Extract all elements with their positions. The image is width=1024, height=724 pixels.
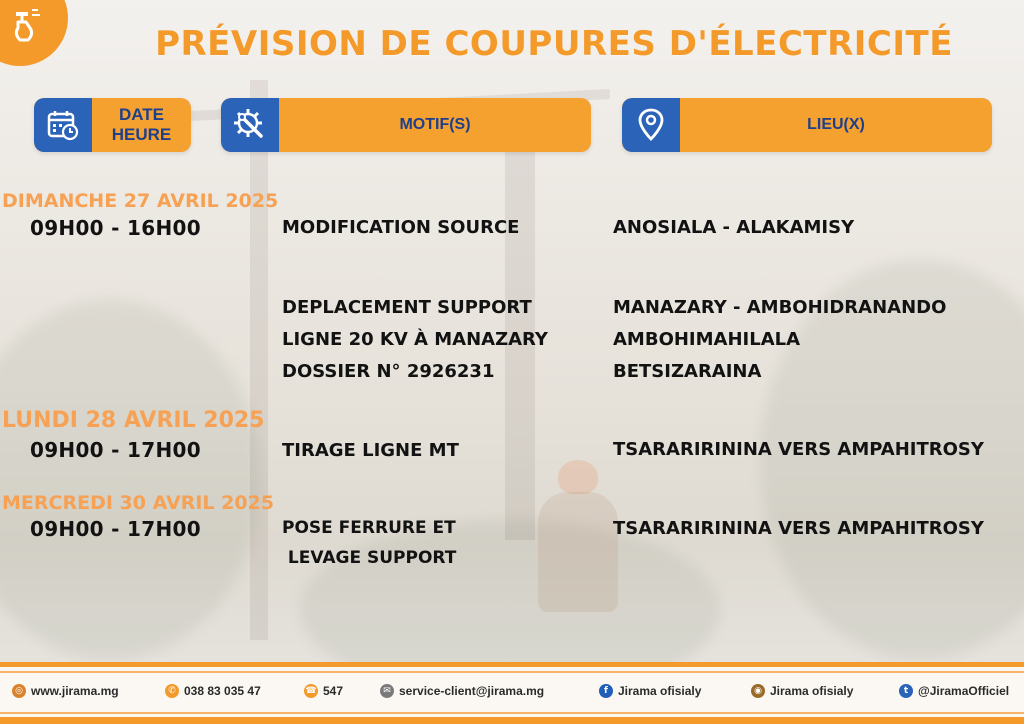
header-date-time xyxy=(34,98,191,152)
motif-text xyxy=(282,435,459,467)
motif-line: LEVAGE SUPPORT xyxy=(282,548,457,568)
day-label: LUNDI 28 AVRIL 2025 xyxy=(2,408,265,433)
lieu-line: ANOSIALA - ALAKAMISY xyxy=(613,217,855,238)
day-label: MERCREDI 30 AVRIL 2025 xyxy=(2,492,275,514)
footer-phone[interactable] xyxy=(165,684,261,698)
facebook-icon: f xyxy=(599,684,613,698)
motif-line: DOSSIER N° 2926231 xyxy=(282,361,495,382)
footer-short-number-text: 547 xyxy=(323,684,344,698)
page-title: PRÉVISION DE COUPURES D'ÉLECTRICITÉ xyxy=(155,24,953,64)
gear-wrench-icon xyxy=(221,98,279,152)
lieu-line: AMBOHIMAHILALA xyxy=(613,329,801,350)
motif-line: MODIFICATION SOURCE xyxy=(282,217,520,238)
header-motif xyxy=(221,98,591,152)
footer-website[interactable] xyxy=(12,684,119,698)
footer-instagram[interactable] xyxy=(751,684,853,698)
footer-phone-text: 038 83 035 47 xyxy=(184,684,261,698)
header-date-line2: HEURE xyxy=(111,125,172,144)
instagram-icon: ◉ xyxy=(751,684,765,698)
lieu-text xyxy=(613,513,984,545)
footer-website-text: www.jirama.mg xyxy=(31,684,119,698)
lieu-text xyxy=(613,292,946,388)
calendar-clock-icon xyxy=(34,98,92,152)
lieu-line: MANAZARY - AMBOHIDRANANDO xyxy=(613,297,947,318)
headset-icon: ☎ xyxy=(305,686,317,696)
lieu-line: BETSIZARAINA xyxy=(613,361,762,382)
header-lieu-label: LIEU(X) xyxy=(807,116,865,133)
location-pin-icon xyxy=(622,98,680,152)
motif-text xyxy=(282,292,548,388)
footer-facebook[interactable] xyxy=(599,684,701,698)
header-motif-label: MOTIF(S) xyxy=(399,116,471,133)
footer-twitter-text: @JiramaOfficiel xyxy=(918,684,1010,698)
twitter-icon: t xyxy=(899,684,913,698)
header-date-line1: DATE xyxy=(118,105,164,124)
motif-text xyxy=(282,513,456,573)
lieu-text xyxy=(613,212,854,244)
time-range: 09H00 - 17H00 xyxy=(30,517,201,541)
time-range: 09H00 - 17H00 xyxy=(30,438,201,462)
day-label: DIMANCHE 27 AVRIL 2025 xyxy=(2,190,279,212)
globe-icon: ◎ xyxy=(12,684,26,698)
footer-facebook-text: Jirama ofisialy xyxy=(618,684,702,698)
footer-short-number[interactable] xyxy=(304,684,343,698)
footer-email[interactable] xyxy=(380,684,544,698)
footer-contact-bar xyxy=(0,662,1024,724)
header-lieu xyxy=(622,98,992,152)
motif-text xyxy=(282,212,519,244)
footer-instagram-text: Jirama ofisialy xyxy=(770,684,854,698)
header-date-label xyxy=(92,98,191,152)
motif-line: TIRAGE LIGNE MT xyxy=(282,440,459,461)
lieu-line: TSARARIRININA VERS AMPAHITROSY xyxy=(613,439,984,460)
lieu-line: TSARARIRININA VERS AMPAHITROSY xyxy=(613,518,984,539)
footer-email-text: service-client@jirama.mg xyxy=(399,684,545,698)
footer-twitter[interactable] xyxy=(899,684,1009,698)
support-icon: ✉ xyxy=(380,684,394,698)
motif-line: LIGNE 20 KV À MANAZARY xyxy=(282,329,548,350)
phone-icon: ✆ xyxy=(165,684,179,698)
time-range: 09H00 - 16H00 xyxy=(30,216,201,240)
lieu-text xyxy=(613,434,984,466)
motif-line: DEPLACEMENT SUPPORT xyxy=(282,297,532,318)
motif-line: POSE FERRURE ET xyxy=(282,518,456,538)
